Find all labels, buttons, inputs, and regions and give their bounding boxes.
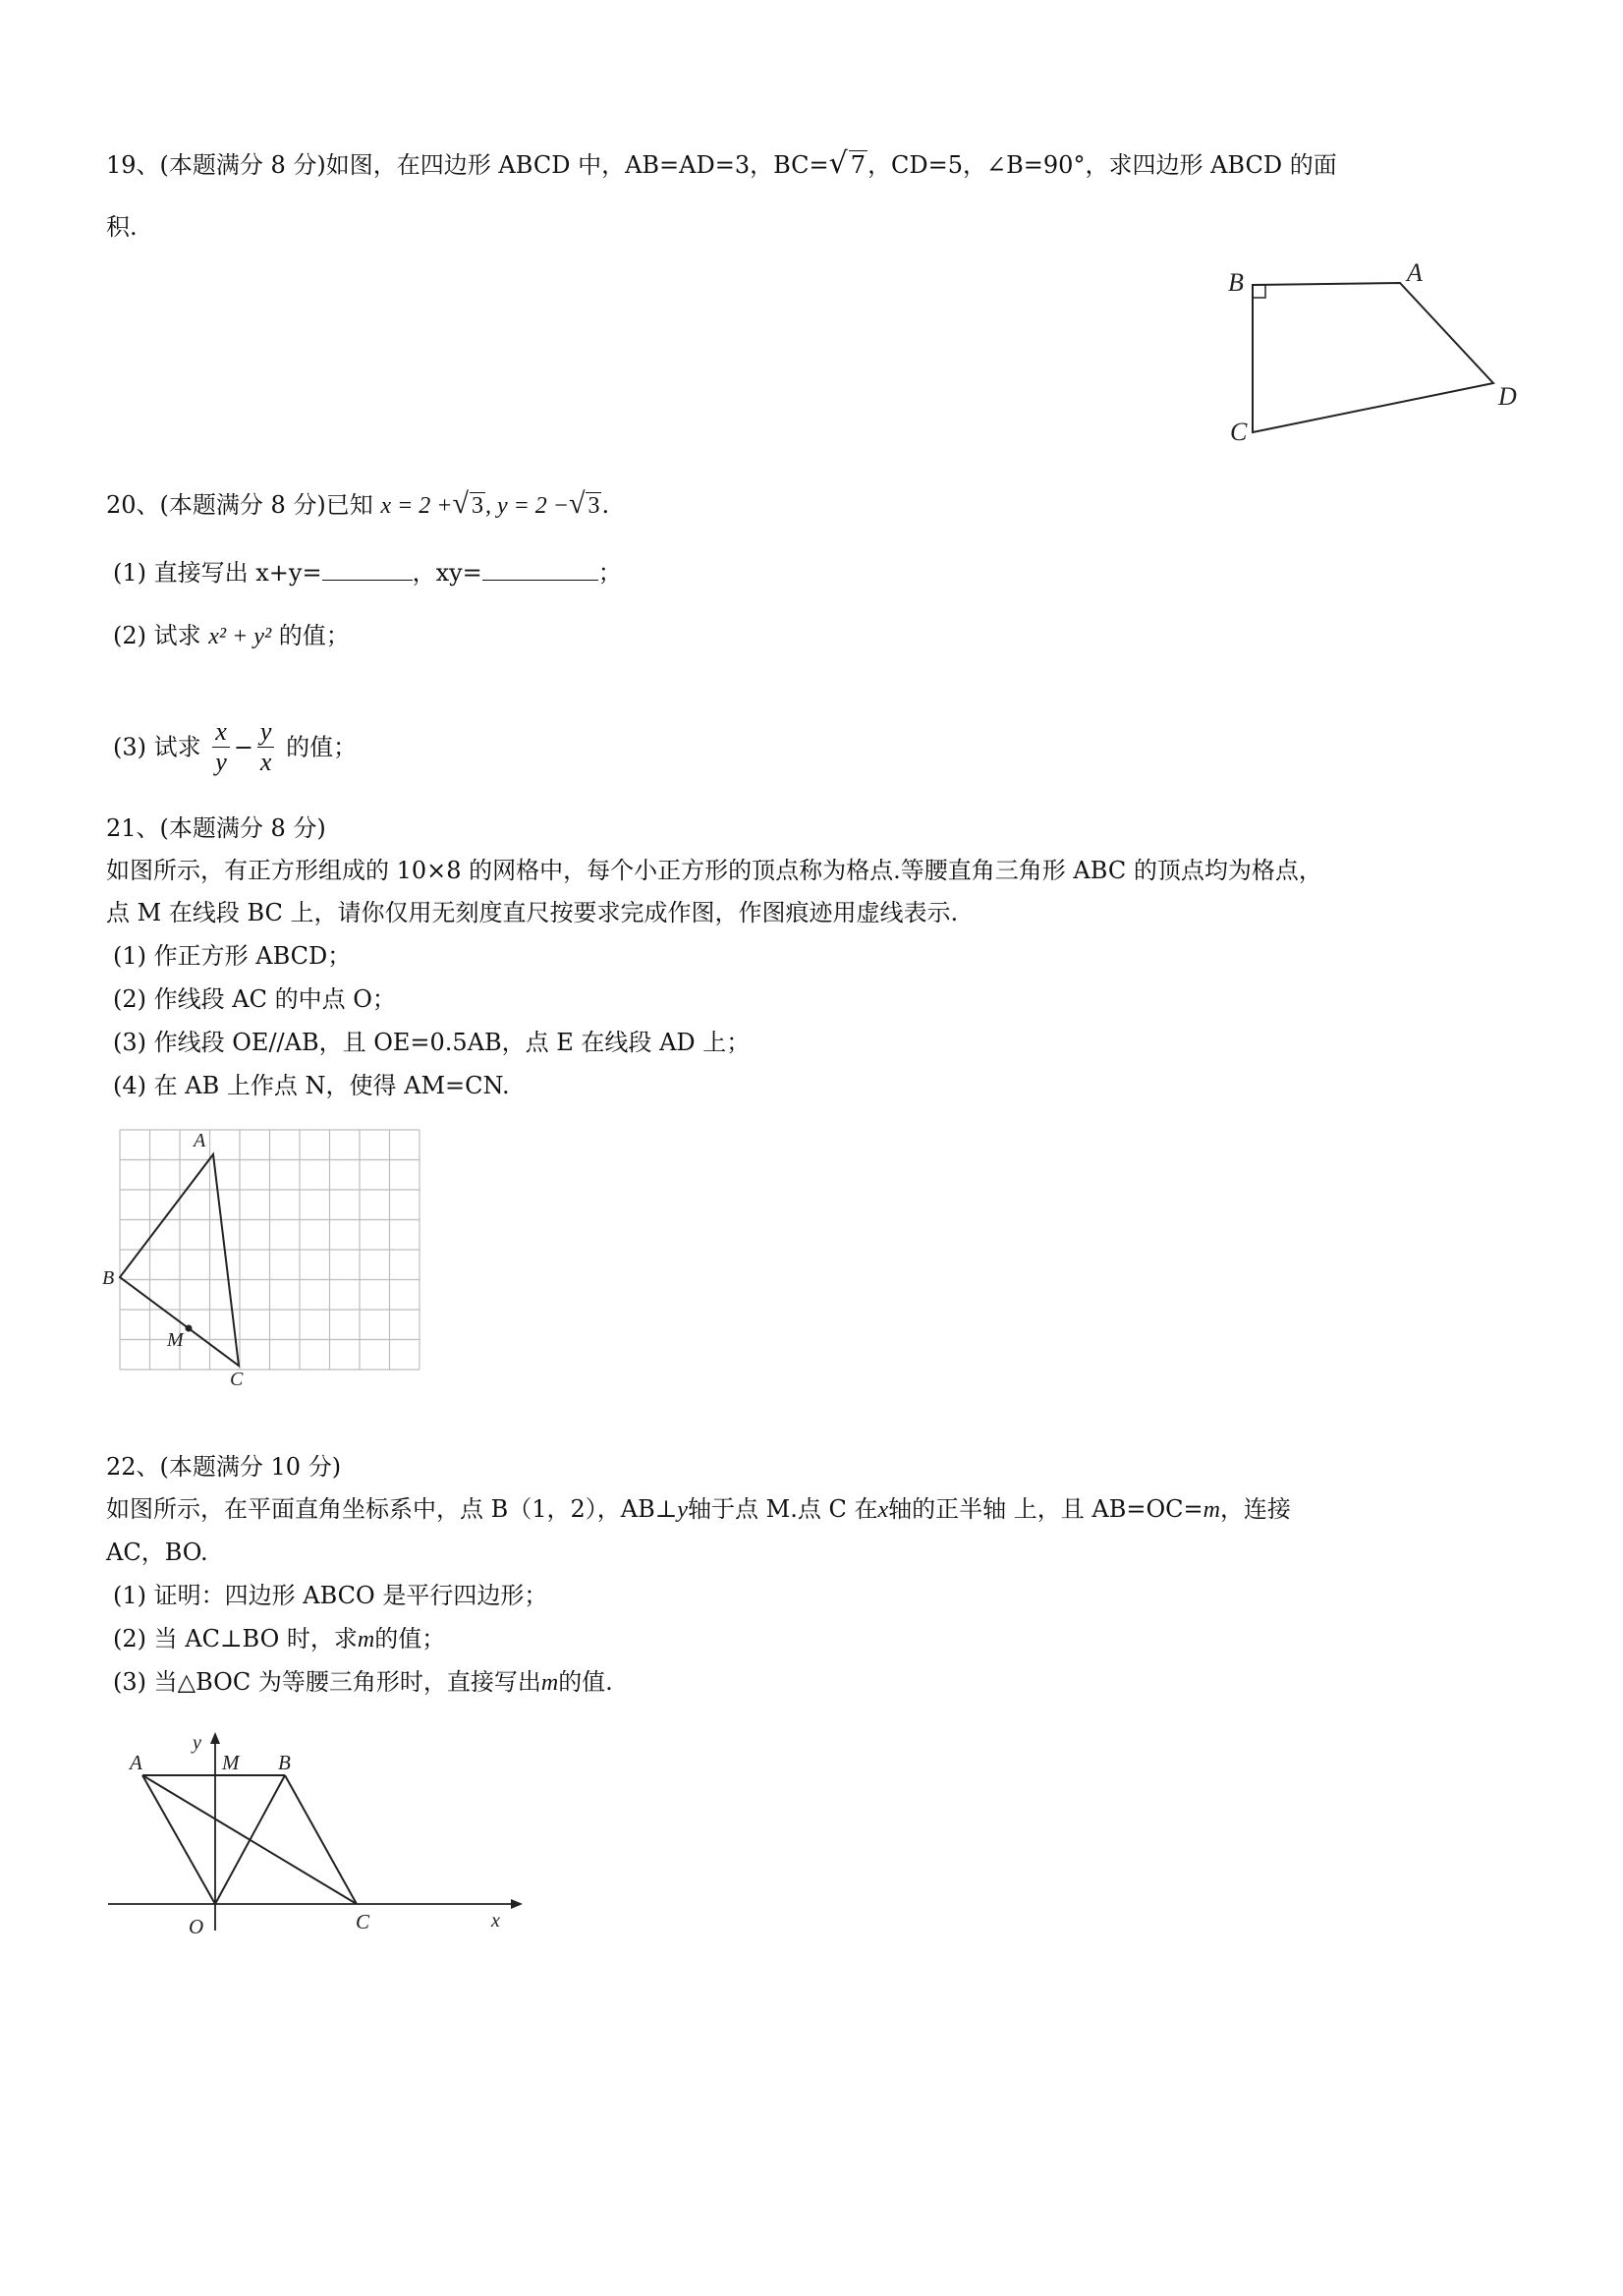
q20-part2 [113,619,350,653]
y-axis-arrow [210,1732,220,1744]
quadrilateral-abcd [1253,283,1493,432]
q21-step1: (1) 作正方形 ABCD； [113,942,352,970]
q22-title: 22、(本题满分 10 分) [106,1453,342,1481]
segment-ao [142,1775,215,1904]
grid-10x8 [120,1130,420,1370]
label-c: C [356,1910,370,1933]
blank-sum[interactable] [322,556,413,581]
q22-step2: (2) 当 AC⊥BO 时，求m的值； [113,1625,446,1652]
q22-l1-c: 轴的正半轴 上，且 AB=OC= [888,1495,1203,1523]
q20-y-expr: , y = 2 − [484,493,569,519]
q21-step3: (3) 作线段 OE//AB，且 OE=0.5AB，点 E 在线段 AD 上； [113,1029,751,1056]
frac-y-over-x: $\frac{y}{x}$ [257,717,275,777]
label-a: A [1407,258,1423,287]
q20-part1 [113,556,622,589]
q19-head: 19、(本题满分 8 分)如图，在四边形 ABCD 中，AB=AD=3，BC= [106,151,829,179]
q20-p1-text2: ，xy= [412,559,482,587]
q20-p1-text: (1) 直接写出 x+y= [113,559,322,587]
label-y: y [193,1732,201,1754]
q22-line1 [106,1492,1291,1527]
q20-p1-end: ； [597,559,622,587]
blank-product[interactable] [482,556,598,581]
label-o: O [189,1915,204,1938]
label-b: B [102,1267,115,1289]
q22-step3: (3) 当△BOC 为等腰三角形时，直接写出m的值. [113,1668,613,1696]
label-m: M [167,1329,184,1351]
q20-part3 [113,717,357,777]
q21-line1: 如图所示，有正方形组成的 10×8 的网格中，每个小正方形的顶点称为格点.等腰直角三角形 ABC 的顶点均为格点， [106,857,1322,884]
q21-step4: (4) 在 AB 上作点 N，使得 AM=CN. [113,1072,510,1099]
sqrt7: √ 7 [828,146,867,181]
q20-p2-text: (2) 试求 [113,622,201,649]
q20-line1 [106,487,609,523]
label-d: D [1498,382,1517,411]
q22-l1-a: 如图所示，在平面直角坐标系中，点 B（1，2），AB⊥ [106,1495,678,1523]
q21-line2: 点 M 在线段 BC 上，请你仅用无刻度直尺按要求完成作图，作图痕迹用虚线表示. [106,899,959,926]
frac-x-over-y: $\frac{x}{y}$ [212,717,230,777]
label-a: A [194,1130,206,1151]
q19-line2: 积. [106,213,138,241]
segment-bo [215,1775,285,1904]
label-x: x [491,1910,500,1932]
right-angle-mark [1253,285,1265,298]
q20-p3-end: 的值； [286,733,358,761]
q20-x-expr: x = 2 + [380,493,453,519]
q21-step2: (2) 作线段 AC 的中点 O； [113,985,396,1013]
q20-head: 20、(本题满分 8 分)已知 [106,491,373,519]
q22-s2-m: m [357,1627,375,1652]
label-b: B [1228,268,1244,297]
q22-x-var: x [877,1497,889,1523]
q21-title: 21、(本题满分 8 分) [106,814,326,842]
x-axis-arrow [511,1899,523,1909]
q19-figure [1208,255,1542,452]
q22-y-var: y [677,1497,688,1523]
q22-coordinate-figure [98,1724,540,1960]
label-a: A [130,1751,142,1774]
minus-sign: − [233,733,253,761]
q19-tail: ，CD=5，∠B=90°，求四边形 ABCD 的面 [867,151,1337,179]
label-c: C [1230,418,1248,446]
label-b: B [278,1751,291,1774]
label-c: C [230,1369,244,1390]
segment-bc [285,1775,357,1904]
q22-l1-d: ，连接 [1219,1495,1291,1523]
q22-step1: (1) 证明：四边形 ABCO 是平行四边形； [113,1582,548,1609]
q21-grid-figure [98,1110,442,1395]
q20-p2-end: 的值； [278,622,350,649]
sqrt3-a: √ 3 [452,487,483,520]
q19-line1 [106,147,1337,182]
q22-line2: AC，BO. [106,1539,208,1566]
q20-p2-expr: x² + y² [208,624,272,649]
q22-m-var: m [1203,1497,1220,1523]
q20-period: . [601,491,610,519]
label-m: M [222,1751,240,1774]
q22-s3-m: m [540,1670,559,1696]
q20-p3-text: (3) 试求 [113,733,201,761]
q22-l1-b: 轴于点 M.点 C 在 [688,1495,878,1523]
sqrt3-b: √ 3 [569,487,600,520]
point-m [186,1325,193,1332]
